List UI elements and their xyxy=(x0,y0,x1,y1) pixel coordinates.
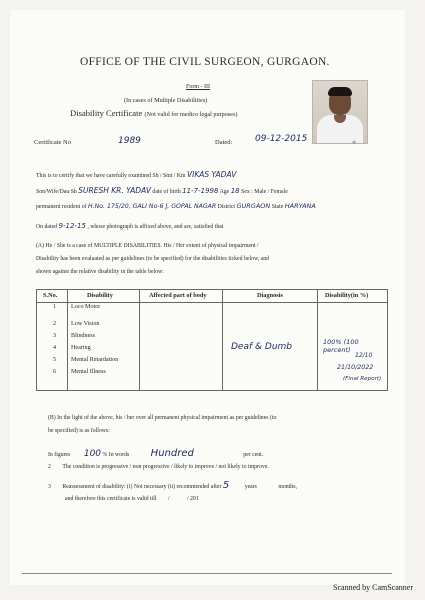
table-row-no: 2 xyxy=(53,321,57,327)
condition-row: 2 The condition is progressive / non progressive / likely to improve / not likely to improve. xyxy=(48,464,269,470)
header-diagnosis: Diagnosis xyxy=(257,292,283,299)
reassessment-years-value: 5 xyxy=(222,480,230,491)
certificate-no-label: Certificate No xyxy=(34,139,71,146)
para-b-line2: be specified) is as follows: xyxy=(48,428,110,434)
table-row-disability: Blindness xyxy=(71,333,96,339)
certificate-heading xyxy=(70,108,237,118)
cases-note: (In cases of Multiple Disabilities) xyxy=(124,97,208,104)
handwritten-note-3: (Final Report) xyxy=(343,376,382,382)
patient-name: VIKAS YADAV xyxy=(187,170,237,179)
date-of-birth: 11-7-1998 xyxy=(182,187,219,195)
figures-value: 100 xyxy=(83,449,102,459)
certificate-no-value: 1989 xyxy=(118,136,141,146)
header-affected-part: Affected part of body xyxy=(149,292,207,299)
para-a-line2: Disability has been evaluated as per guidelines (to be specified) for the disabilities ticked below, and xyxy=(36,256,270,262)
table-row-disability: Mental Retardation xyxy=(71,357,119,363)
disability-table xyxy=(36,289,388,391)
para-b-line1: (B) In the light of the above, his / her over all permanent physical impairment as per guidelines (to xyxy=(48,415,277,421)
validity-row: and therefore this certificate is valid till / / 201 xyxy=(65,496,199,502)
dated-label: Dated: xyxy=(215,139,233,146)
father-name: SURESH KR. YADAV xyxy=(78,186,151,195)
handwritten-note-1: 12/10 xyxy=(355,352,373,359)
table-row-no: 5 xyxy=(53,357,57,363)
age-value: 18 xyxy=(230,187,240,195)
table-row-no: 1 xyxy=(53,304,57,310)
table-divider xyxy=(222,290,223,390)
para1-line1: This is to certify that we have carefully examined Sh / Smt / Km VIKAS YADAV xyxy=(36,170,237,179)
certificate-title: Disability Certificate xyxy=(70,108,143,118)
table-divider xyxy=(139,290,140,390)
table-row-disability: Hearing xyxy=(71,345,91,351)
diagnosis-handwritten: Deaf & Dumb xyxy=(231,342,293,352)
handwritten-note-2: 21/10/2022 xyxy=(337,364,374,371)
certificate-note: (Not valid for medico legal purposes) xyxy=(144,111,238,118)
sex-field: Sex : Male / Female xyxy=(241,189,288,195)
table-row-no: 3 xyxy=(53,333,57,339)
table-divider xyxy=(317,290,318,390)
table-row-no: 6 xyxy=(53,369,57,375)
figures-row: In figures 100 % In words Hundred per cent. xyxy=(48,448,264,459)
percent-handwritten: 100% (100 percent) xyxy=(323,338,359,354)
photo-hair xyxy=(328,87,352,96)
header-sno: S.No. xyxy=(43,292,58,299)
para1-line2: Son/Wife/Dau Sh SURESH KR. YADAV date of birth 11-7-1998 Age 18 Sex : Male / Female xyxy=(36,186,288,195)
photo-date-value: 9-12-15 xyxy=(58,222,86,230)
scanner-watermark: Scanned by CamScanner xyxy=(333,583,413,592)
office-title: OFFICE OF THE CIVIL SURGEON, GURGAON. xyxy=(80,56,330,68)
state-value: HARYANA xyxy=(284,202,316,210)
header-percent: Disability(in %) xyxy=(325,292,369,299)
table-row-disability: Mental Illness xyxy=(71,369,106,375)
form-number: Form - III xyxy=(186,84,210,90)
district-value: GURGAON xyxy=(236,202,271,210)
table-header xyxy=(37,290,387,303)
header-disability: Disability xyxy=(87,292,113,299)
condition-text: The condition is progressive / non progressive / likely to improve / not likely to improve. xyxy=(62,464,269,470)
table-row-disability: Low Vision xyxy=(71,321,100,327)
para-a-line1: (A) He / She is a case of MULTIPLE DISABILITIES. His / Her extent of physical impairment / xyxy=(36,243,259,249)
para-a-line3: shown against the relative disability in the table below: xyxy=(36,269,164,275)
table-row-no: 4 xyxy=(53,345,57,351)
footer-rule xyxy=(22,573,392,574)
address-value: H.No. 175/20, GALI No-6 J, GOPAL NAGAR xyxy=(88,203,217,210)
table-divider xyxy=(67,290,68,390)
table-row-disability: Loco Motor xyxy=(71,304,101,310)
dated-value: 09-12-2015 xyxy=(255,134,308,144)
para1-line4: On dated 9-12-15 , whose photograph is affixed above, and are, satisfied that xyxy=(36,222,224,230)
stamp-mark: ✺ xyxy=(352,141,357,146)
passport-photo xyxy=(312,80,368,144)
words-value: Hundred xyxy=(150,448,194,459)
reassessment-row: 3 Reassessment of disability: (i) Not necessary (ii) recommended after 5 years months, xyxy=(48,480,297,491)
para1-line3: permanent resident of H.No. 175/20, GALI No-6 J, GOPAL NAGAR District GURGAON State HARYANA xyxy=(36,202,316,210)
